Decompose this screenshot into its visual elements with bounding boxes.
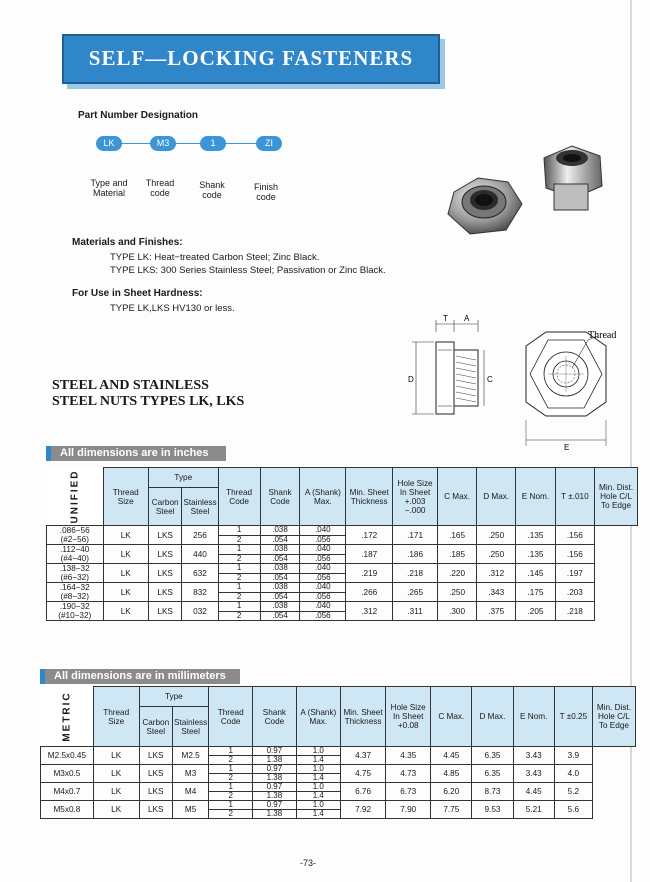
cell-t: .205	[516, 602, 555, 621]
cell-min-sheet: .040	[300, 583, 346, 593]
cell-shank-code: 1	[209, 765, 253, 774]
table-row	[47, 526, 638, 536]
dim-thread: Thread	[588, 330, 617, 341]
hdr-min-dist: Min. Dist. Hole C/L To Edge	[592, 687, 635, 747]
cell-d: 4.45	[431, 747, 472, 765]
cell-min-sheet: .056	[300, 573, 346, 583]
hdr-thread-code: Thread Code	[218, 468, 260, 526]
cell-shank-code: 1	[218, 526, 260, 536]
hdr-shank-code: Shank Code	[253, 687, 297, 747]
label-line: code	[150, 188, 170, 198]
hdr-stainless: Stainless Steel	[172, 707, 208, 747]
hdr-thread-code: Thread Code	[209, 687, 253, 747]
cell-e: 8.73	[472, 783, 513, 801]
cell-d: .250	[437, 583, 476, 602]
cell-min-sheet: 1.0	[296, 765, 340, 774]
cell-shank-code: 2	[218, 611, 260, 621]
cell-t: .135	[516, 545, 555, 564]
cell-d: .220	[437, 564, 476, 583]
materials-line-lk: TYPE LK: Heat−treated Carbon Steel; Zinc Black.	[110, 252, 320, 263]
hdr-min-sheet: Min. Sheet Thickness	[340, 687, 385, 747]
hdr-shank-code: Shank Code	[260, 468, 300, 526]
cell-thread-size: M5x0.8	[41, 801, 94, 819]
label-shank-code	[192, 180, 232, 200]
hdr-hole: Hole Size In Sheet +0.08	[386, 687, 431, 747]
table-row	[47, 545, 638, 555]
title-banner	[62, 34, 440, 84]
cell-shank-code: 2	[218, 592, 260, 602]
cell-a: .038	[260, 583, 300, 593]
cell-thread-size: M3x0.5	[41, 765, 94, 783]
cell-hole: 4.37	[340, 747, 385, 765]
cell-a: .038	[260, 602, 300, 612]
cell-thread-code: 256	[182, 526, 218, 545]
materials-heading: Materials and Finishes:	[72, 237, 183, 248]
dim-a: A	[464, 314, 470, 323]
cell-e: .312	[477, 564, 516, 583]
cell-shank-code: 2	[218, 554, 260, 564]
cell-c: .265	[393, 583, 438, 602]
label-line: Type and	[90, 178, 128, 188]
side-label-metric	[41, 687, 94, 747]
table-row	[41, 783, 636, 792]
cell-thread-code: 832	[182, 583, 218, 602]
cell-hole: 6.76	[340, 783, 385, 801]
hdr-thread-size: Thread Size	[93, 687, 139, 747]
hdr-t: T ±.010	[555, 468, 595, 526]
cell-hole: .187	[346, 545, 393, 564]
cell-a: .054	[260, 554, 300, 564]
cell-stainless: LKS	[148, 526, 181, 545]
hdr-e: E Nom.	[516, 468, 555, 526]
page-number: -73-	[300, 858, 317, 868]
table-row	[47, 602, 638, 612]
hdr-thread-size: Thread Size	[103, 468, 148, 526]
label-finish-code	[246, 182, 286, 202]
cell-a: .054	[260, 611, 300, 621]
cell-shank-code: 2	[209, 774, 253, 783]
code-pill-finish: ZI	[256, 136, 282, 151]
materials-line-lks: TYPE LKS: 300 Series Stainless Steel; Passivation or Zinc Black.	[110, 265, 386, 276]
cell-hole: 7.92	[340, 801, 385, 819]
cell-min-sheet: .056	[300, 592, 346, 602]
cell-min-sheet: 1.4	[296, 810, 340, 819]
cell-min-sheet: .056	[300, 535, 346, 545]
cell-min-sheet: .056	[300, 554, 346, 564]
cell-carbon: LK	[103, 545, 148, 564]
cell-e: .250	[477, 545, 516, 564]
cell-shank-code: 1	[218, 583, 260, 593]
cell-d: 7.75	[431, 801, 472, 819]
cell-t: .175	[516, 583, 555, 602]
cell-shank-code: 2	[209, 810, 253, 819]
cell-thread-size: M2.5x0.45	[41, 747, 94, 765]
cell-d: .165	[437, 526, 476, 545]
cell-d: 4.85	[431, 765, 472, 783]
cell-a: 0.97	[253, 783, 297, 792]
cell-d: .185	[437, 545, 476, 564]
cell-a: .038	[260, 526, 300, 536]
cell-a: .054	[260, 592, 300, 602]
cell-e: .343	[477, 583, 516, 602]
cell-carbon: LK	[93, 783, 139, 801]
hdr-min-sheet: Min. Sheet Thickness	[346, 468, 393, 526]
cell-t: 5.21	[513, 801, 554, 819]
side-label-text: UNIFIED	[69, 469, 80, 524]
cell-c: .171	[393, 526, 438, 545]
cell-min-sheet: 1.0	[296, 783, 340, 792]
cell-min-sheet: .040	[300, 545, 346, 555]
cell-dist: 5.2	[554, 783, 592, 801]
cell-hole: .219	[346, 564, 393, 583]
part-number-heading: Part Number Designation	[78, 110, 199, 121]
cell-t: .135	[516, 526, 555, 545]
cell-thread-code: M4	[172, 783, 208, 801]
cell-carbon: LK	[103, 602, 148, 621]
cell-min-sheet: .056	[300, 611, 346, 621]
cell-t: 3.43	[513, 747, 554, 765]
cell-d: 6.20	[431, 783, 472, 801]
cell-shank-code: 1	[218, 564, 260, 574]
cell-dist: 5.6	[554, 801, 592, 819]
dim-c: C	[487, 375, 493, 384]
hdr-d: D Max.	[472, 687, 513, 747]
cell-d: .300	[437, 602, 476, 621]
cell-a: .054	[260, 535, 300, 545]
hardness-heading: For Use in Sheet Hardness:	[72, 288, 203, 299]
cell-thread-code: M2.5	[172, 747, 208, 765]
cell-dist: .156	[555, 545, 595, 564]
cell-min-sheet: 1.4	[296, 774, 340, 783]
cell-shank-code: 1	[209, 783, 253, 792]
cell-dist: .156	[555, 526, 595, 545]
cell-c: 6.73	[386, 783, 431, 801]
dim-d: D	[408, 375, 414, 384]
label-thread-code	[140, 178, 180, 198]
banner-inches: All dimensions are in inches	[46, 446, 226, 461]
cell-min-sheet: .040	[300, 602, 346, 612]
hdr-hole: Hole Size In Sheet +.003 −.000	[393, 468, 438, 526]
technical-drawing	[408, 310, 630, 457]
cell-a: .054	[260, 573, 300, 583]
cell-thread-size: M4x0.7	[41, 783, 94, 801]
hdr-a: A (Shank) Max.	[296, 687, 340, 747]
cell-dist: .218	[555, 602, 595, 621]
nut-photo-side	[538, 136, 608, 216]
cell-shank-code: 1	[209, 801, 253, 810]
side-label-text: METRIC	[61, 691, 73, 742]
cell-c: .186	[393, 545, 438, 564]
cell-stainless: LKS	[139, 747, 172, 765]
cell-shank-code: 1	[218, 602, 260, 612]
code-pill-shank: 1	[200, 136, 226, 151]
cell-stainless: LKS	[148, 583, 181, 602]
dim-t: T	[443, 314, 448, 323]
cell-a: 0.97	[253, 801, 297, 810]
hdr-d: D Max.	[477, 468, 516, 526]
cell-thread-code: M5	[172, 801, 208, 819]
cell-stainless: LKS	[139, 801, 172, 819]
cell-dist: .203	[555, 583, 595, 602]
cell-carbon: LK	[93, 747, 139, 765]
nut-photo-top	[440, 170, 530, 242]
cell-dist: 3.9	[554, 747, 592, 765]
cell-a: 1.38	[253, 774, 297, 783]
table-row	[41, 747, 636, 756]
cell-thread-code: M3	[172, 765, 208, 783]
label-type-material	[84, 178, 134, 198]
cell-shank-code: 1	[218, 545, 260, 555]
part-number-connector	[112, 143, 272, 144]
table-row	[41, 801, 636, 810]
cell-t: .145	[516, 564, 555, 583]
cell-a: .038	[260, 564, 300, 574]
cell-carbon: LK	[93, 765, 139, 783]
hdr-carbon: Carbon Steel	[139, 707, 172, 747]
table-row	[47, 564, 638, 574]
cell-a: 1.38	[253, 810, 297, 819]
cell-shank-code: 2	[209, 792, 253, 801]
table-inches	[46, 467, 638, 621]
page-title: SELF—LOCKING FASTENERS	[88, 46, 414, 70]
dim-e: E	[564, 443, 570, 452]
cell-min-sheet: .040	[300, 526, 346, 536]
hdr-stainless: Stainless Steel	[182, 488, 218, 526]
hdr-type: Type	[148, 468, 218, 488]
cell-carbon: LK	[103, 526, 148, 545]
hardness-line: TYPE LK,LKS HV130 or less.	[110, 303, 235, 314]
cell-a: 0.97	[253, 747, 297, 756]
cell-thread-size: .190−32 (#10−32)	[47, 602, 104, 621]
code-pill-thread: M3	[150, 136, 176, 151]
label-line: Material	[92, 188, 125, 198]
cell-carbon: LK	[93, 801, 139, 819]
cell-a: 0.97	[253, 765, 297, 774]
cell-shank-code: 2	[218, 573, 260, 583]
cell-dist: 4.0	[554, 765, 592, 783]
cell-c: .311	[393, 602, 438, 621]
cell-c: .218	[393, 564, 438, 583]
cell-t: 4.45	[513, 783, 554, 801]
table-row	[47, 583, 638, 593]
section-title-line: STEEL AND STAINLESS	[52, 378, 209, 393]
hdr-carbon: Carbon Steel	[148, 488, 181, 526]
cell-hole: .266	[346, 583, 393, 602]
cell-t: 3.43	[513, 765, 554, 783]
cell-e: 6.35	[472, 765, 513, 783]
side-label-unified	[47, 468, 104, 526]
cell-e: .375	[477, 602, 516, 621]
cell-stainless: LKS	[148, 564, 181, 583]
cell-e: 6.35	[472, 747, 513, 765]
cell-min-sheet: .040	[300, 564, 346, 574]
cell-stainless: LKS	[139, 765, 172, 783]
cell-carbon: LK	[103, 564, 148, 583]
hdr-type: Type	[139, 687, 209, 707]
hdr-t: T ±0.25	[554, 687, 592, 747]
label-line: Finish	[253, 182, 278, 192]
table-millimeters	[40, 686, 636, 819]
cell-a: 1.38	[253, 792, 297, 801]
cell-thread-size: .138−32 (#6−32)	[47, 564, 104, 583]
cell-e: .250	[477, 526, 516, 545]
cell-hole: .172	[346, 526, 393, 545]
cell-min-sheet: 1.0	[296, 747, 340, 756]
cell-stainless: LKS	[148, 545, 181, 564]
cell-c: 4.35	[386, 747, 431, 765]
cell-hole: .312	[346, 602, 393, 621]
cell-stainless: LKS	[139, 783, 172, 801]
cell-stainless: LKS	[148, 602, 181, 621]
cell-thread-size: .112−40 (#4−40)	[47, 545, 104, 564]
banner-millimeters: All dimensions are in millimeters	[40, 669, 240, 684]
cell-min-sheet: 1.4	[296, 792, 340, 801]
cell-thread-code: 632	[182, 564, 218, 583]
cell-thread-code: 032	[182, 602, 218, 621]
cell-c: 4.73	[386, 765, 431, 783]
cell-thread-size: .164−32 (#8−32)	[47, 583, 104, 602]
cell-c: 7.90	[386, 801, 431, 819]
cell-shank-code: 2	[209, 756, 253, 765]
label-line: Shank	[199, 180, 225, 190]
cell-shank-code: 2	[218, 535, 260, 545]
cell-carbon: LK	[103, 583, 148, 602]
hdr-c: C Max.	[437, 468, 476, 526]
cell-thread-code: 440	[182, 545, 218, 564]
cell-min-sheet: 1.0	[296, 801, 340, 810]
code-pill-type: LK	[96, 136, 122, 151]
section-title-line: STEEL NUTS TYPES LK, LKS	[52, 394, 245, 409]
hdr-a: A (Shank) Max.	[300, 468, 346, 526]
cell-a: 1.38	[253, 756, 297, 765]
hdr-c: C Max.	[431, 687, 472, 747]
label-line: code	[202, 190, 222, 200]
hdr-e: E Nom.	[513, 687, 554, 747]
cell-dist: .197	[555, 564, 595, 583]
cell-min-sheet: 1.4	[296, 756, 340, 765]
label-line: Thread	[145, 178, 175, 188]
label-line: code	[256, 192, 276, 202]
cell-hole: 4.75	[340, 765, 385, 783]
hdr-min-dist: Min. Dist. Hole C/L To Edge	[595, 468, 638, 526]
cell-a: .038	[260, 545, 300, 555]
section-title	[52, 378, 244, 410]
table-row	[41, 765, 636, 774]
cell-thread-size: .086−56 (#2−56)	[47, 526, 104, 545]
cell-shank-code: 1	[209, 747, 253, 756]
cell-e: 9.53	[472, 801, 513, 819]
